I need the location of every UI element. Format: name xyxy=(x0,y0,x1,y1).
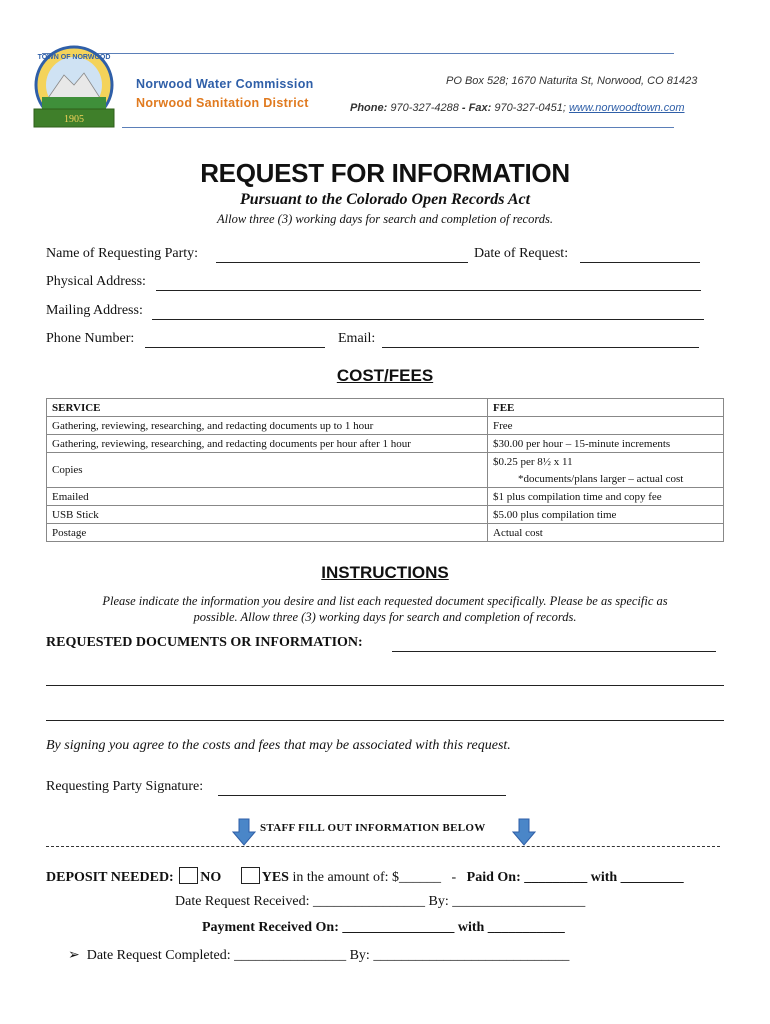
fax-label: - Fax: xyxy=(461,102,492,114)
no-checkbox[interactable] xyxy=(179,867,198,884)
fee-cell: $30.00 per hour – 15-minute increments xyxy=(488,435,724,453)
phone-number: 970-327-4288 xyxy=(390,102,459,114)
fee-cell: $5.00 plus compilation time xyxy=(488,506,724,524)
service-cell: USB Stick xyxy=(47,506,488,524)
page-subtitle: Pursuant to the Colorado Open Records Act xyxy=(239,191,531,208)
deposit-dash: - xyxy=(451,870,457,885)
paid-on-text: Paid On: _________ with _________ xyxy=(466,870,684,885)
service-cell: Gathering, reviewing, researching, and redacting documents up to 1 hour xyxy=(47,417,488,435)
date-input-line[interactable] xyxy=(580,262,700,263)
fee-cell: Actual cost xyxy=(488,524,724,542)
fee-cell: $1 plus compilation time and copy fee xyxy=(488,488,724,506)
fees-table xyxy=(46,398,724,542)
email-label: Email: xyxy=(338,331,376,346)
phone-number-line[interactable] xyxy=(145,347,325,348)
signature-line[interactable] xyxy=(218,795,506,796)
requested-documents-label: REQUESTED DOCUMENTS OR INFORMATION: xyxy=(46,635,363,650)
service-cell: Gathering, reviewing, researching, and redacting documents per hour after 1 hour xyxy=(47,435,488,453)
yes-checkbox[interactable] xyxy=(241,867,260,884)
allow-note: Allow three (3) working days for search and completion of records. xyxy=(217,212,553,226)
table-row xyxy=(47,417,724,435)
instructions-text-2: possible. Allow three (3) working days for search and completion of records. xyxy=(193,610,577,624)
header-rule-bottom xyxy=(122,127,674,128)
org-name-water: Norwood Water Commission xyxy=(136,77,314,91)
staff-section-label: STAFF FILL OUT INFORMATION BELOW xyxy=(260,822,486,834)
svg-text:1905: 1905 xyxy=(64,114,84,125)
fee-header: FEE xyxy=(488,399,724,417)
fee-cell: $0.25 per 8½ x 11 xyxy=(488,453,724,471)
requested-documents-line-2[interactable] xyxy=(46,685,724,686)
website-link[interactable]: www.norwoodtown.com xyxy=(568,102,685,114)
table-row xyxy=(47,453,724,471)
svg-text:TOWN OF NORWOOD: TOWN OF NORWOOD xyxy=(37,54,111,61)
fax-number: 970-327-0451; xyxy=(494,102,566,114)
no-label: NO xyxy=(200,870,222,885)
signing-note: By signing you agree to the costs and fees that may be associated with this request. xyxy=(46,738,511,753)
contact-line xyxy=(350,102,685,114)
date-completed-text: Date Request Completed: ________________ By: ____________________________ xyxy=(86,948,570,963)
service-cell: Copies xyxy=(47,453,488,488)
fee-cell: *documents/plans larger – actual cost xyxy=(488,470,724,488)
date-received-row: Date Request Received: ________________ By: ___________________ xyxy=(175,894,586,909)
header-rule-top xyxy=(42,53,674,54)
requested-documents-line[interactable] xyxy=(392,651,716,652)
phone-label: Phone: xyxy=(350,102,388,114)
mailing-address: PO Box 528; 1670 Naturita St, Norwood, CO 81423 xyxy=(446,75,698,87)
physical-address-line[interactable] xyxy=(156,290,701,291)
instructions-heading: INSTRUCTIONS xyxy=(321,563,449,582)
mailing-address-label: Mailing Address: xyxy=(46,303,143,318)
table-row xyxy=(47,435,724,453)
table-row xyxy=(47,506,724,524)
yes-label: YES xyxy=(261,870,289,885)
table-row xyxy=(47,488,724,506)
signature-label: Requesting Party Signature: xyxy=(46,779,204,794)
service-cell: Emailed xyxy=(47,488,488,506)
arrow-bullet-icon: ➢ xyxy=(68,948,80,963)
town-logo xyxy=(28,45,120,131)
org-name-sanitation: Norwood Sanitation District xyxy=(136,96,309,110)
name-input-line[interactable] xyxy=(216,262,468,263)
email-line[interactable] xyxy=(382,347,699,348)
date-completed-row xyxy=(68,947,569,964)
instructions-text-1: Please indicate the information you desire and list each requested document specifically. Please be as specific as xyxy=(102,594,668,608)
table-header-row xyxy=(47,399,724,417)
staff-divider xyxy=(46,846,720,847)
service-header: SERVICE xyxy=(47,399,488,417)
payment-received-row: Payment Received On: ________________ with ___________ xyxy=(202,920,565,935)
date-label: Date of Request: xyxy=(474,246,569,261)
fee-cell: Free xyxy=(488,417,724,435)
service-cell: Postage xyxy=(47,524,488,542)
cost-fees-heading: COST/FEES xyxy=(336,366,434,385)
amount-text: in the amount of: $______ xyxy=(292,870,441,885)
table-row xyxy=(47,524,724,542)
deposit-row xyxy=(46,867,684,886)
page-title: REQUEST FOR INFORMATION xyxy=(200,158,570,188)
requested-documents-line-3[interactable] xyxy=(46,720,724,721)
deposit-label: DEPOSIT NEEDED: xyxy=(46,870,174,885)
name-label: Name of Requesting Party: xyxy=(46,246,199,261)
phone-number-label: Phone Number: xyxy=(46,331,135,346)
physical-address-label: Physical Address: xyxy=(46,274,146,289)
mailing-address-line[interactable] xyxy=(152,319,704,320)
